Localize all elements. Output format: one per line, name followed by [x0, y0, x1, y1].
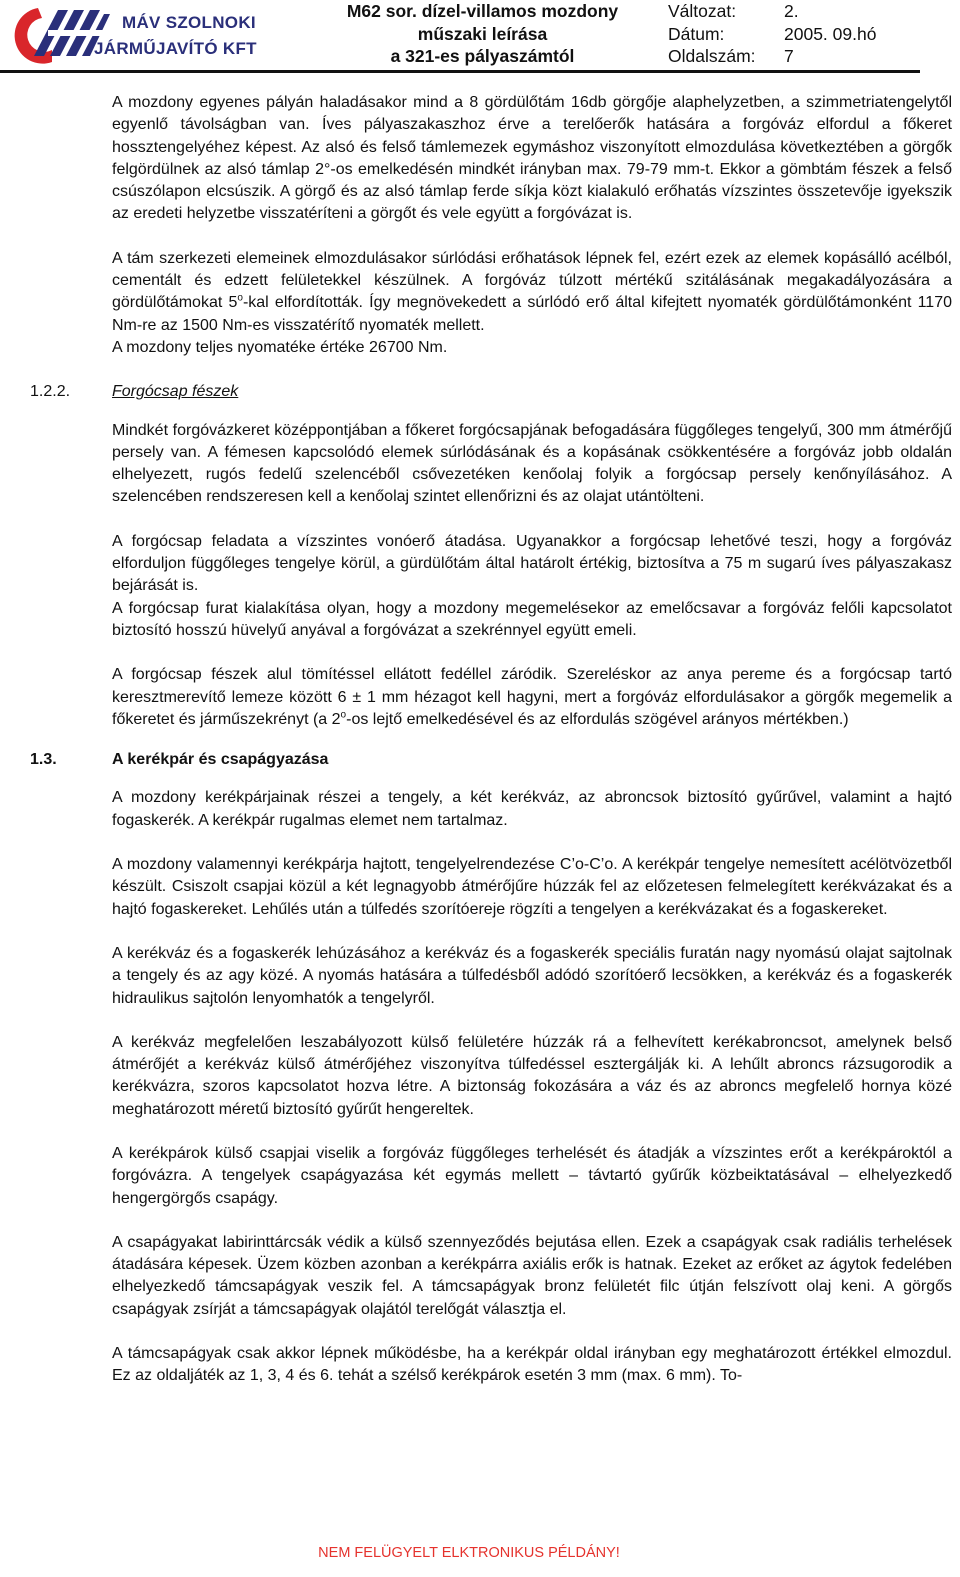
- title-line-3: a 321-es pályaszámtól: [390, 46, 575, 66]
- paragraph: A kerékváz és a fogaskerék lehúzásához a kerékváz és a fogaskerék speciális furatán nagy nyomású olajat sajtolnak a tengely és az agy közé. A nyomás hatására a túlfedésből adódó szorítóerő lecsökken, a kerékváz és a fogaskerék hidraulikus sajtolón lenyomhatók a tengelyről.: [112, 944, 952, 1007]
- paragraph: A mozdony teljes nyomatéke értéke 26700 Nm.: [112, 338, 448, 356]
- version-label: Változat:: [668, 1, 737, 21]
- date-label: Dátum:: [668, 23, 725, 44]
- page-header: [0, 0, 960, 74]
- section-number: 1.2.2.: [30, 383, 71, 401]
- paragraph: A mozdony egyenes pályán haladásakor mind a 8 gördülőtám 16db görgője alaphelyzetben, a szimmetriatengelytől egyenlő távolságban van. Íves pályaszakaszhoz érve a terelőerők hatására a forgóváz elfordul a főkeret hossztengelyéhez képest. Az alsó és felső támlemezek egymáshoz viszonyított elmozdulása következtében a görgők felgördülnek az alsó támlap 2°-os emelkedésén mindkét irányban max. 79-79 mm-t. Ekkor a gömbtám fészek a felső csúszólapon elcsúszik. A görgő és az alsó támlap ferde síkja közt kialakuló erőhatás vízszintes összetevője igyekszik az eredeti helyzetbe visszatéríteni a görgőt és vele együtt a forgóvázat is.: [112, 94, 952, 223]
- title-line-2: műszaki leírása: [417, 23, 548, 44]
- header-divider: [0, 70, 920, 73]
- date-value: 2005. 09.hó: [784, 23, 877, 44]
- company-line-2: JÁRMŰJAVÍTÓ KFT: [94, 39, 257, 58]
- company-line-1: MÁV SZOLNOKI: [122, 13, 256, 32]
- section-heading-1-2-2: [30, 381, 952, 403]
- paragraph: A mozdony valamennyi kerékpárja hajtott, tengelyelrendezése C’o-C’o. A kerékpár tengelye nemesített acélötvözetből készült. Csiszolt csapjai közül a két legnagyobb átmérőjűre húzzák fel az előzetesen felmelegített kerékvázakat és a hajtó fogaskereket. Lehűlés után a túlfedés szorítóereje rögzíti a tengelyen a kerékvázakat és a fogaskereket.: [112, 856, 952, 918]
- document-body: [30, 92, 953, 1388]
- section-number: 1.3.: [30, 751, 57, 769]
- company-name: [94, 10, 257, 62]
- paragraph: A forgócsap furat kialakítása olyan, hogy a mozdony megemelésekor az emelőcsavar a forgóváz felőli kapcsolatot biztosító hosszú hüvelyű anyával a forgóvázat a szekrénnyel együtt emeli.: [112, 599, 952, 639]
- paragraph: A kerékváz megfelelően leszabályozott külső felületére húzzák rá a felhevített kerékabroncsot, amelynek belső átmérőjét a kerékváz külső átmérőjéhez viszonyítva túlfedéssel esztergálják ki. A lehűlt abroncs rázsugorodik a kerékvázra, szoros kapcsolatot hozva létre. A biztonság fokozására a váz és az abroncs megfelelő hornya közé meghatározott méretű biztosító gyűrűt hengereltek.: [112, 1033, 952, 1118]
- title-line-1: M62 sor. dízel-villamos mozdony: [346, 1, 619, 21]
- document-meta: [668, 0, 876, 68]
- version-value: 2.: [784, 1, 799, 21]
- page-number: 7: [784, 46, 794, 66]
- section-title: Forgócsap fészek: [112, 383, 239, 401]
- document-title: [330, 0, 635, 68]
- section-heading-1-3: [30, 749, 952, 771]
- page-label: Oldalszám:: [668, 46, 756, 66]
- paragraph: A forgócsap feladata a vízszintes vonóerő átadása. Ugyanakkor a forgócsap lehetővé teszi, hogy a forgóváz elforduljon függőleges tengelye körül, a gürdülőtám által határolt értékig, biztosítva a 75 m sugarú íves pályaszakasz bejárását is.: [112, 532, 952, 595]
- paragraph: A tám szerkezeti elemeinek elmozdulásakor súrlódási erőhatások lépnek fel, ezért ezek az elemek kopásálló acélból, cementált és edzett felületekkel készülnek. A forgóváz túlzott mértékű szitálásának megakadályozására a gördülőtámokat 5$^o$-kal elfordították. Így megnövekedett a súrlódó erő által kifejtett nyomaték gördülőtámonként 1170 Nm-re az 1500 Nm-es visszatérítő nyomaték mellett.: [112, 249, 953, 334]
- section-title: A kerékpár és csapágyazása: [112, 751, 329, 769]
- paragraph: Mindkét forgóvázkeret középpontjában a főkeret forgócsapjának befogadására függőleges tengelyű, 300 mm átmérőjű persely van. A fémesen kapcsolódó elemek súrlódásának és a kopásának csökkentésére a forgóváz jobb oldalán elhelyezett, rugós fedelű szelencéből csővezetéken kenőolaj folyik a forgócsap persely kenőnyílásához. A szelencében rendszeresen kell a kenőolaj szintet ellenőrizni és az olajat utántölteni.: [112, 421, 952, 506]
- paragraph: A forgócsap fészek alul tömítéssel ellátott fedéllel záródik. Szereléskor az anya pereme és a forgócsap tartó keresztmerevítő lemeze között 6 ± 1 mm hézagot kell hagyni, mert a forgóváz elfordulásakor a görgők megemelik a főkeretet és járműszekrényt (a 2$^o$-os lejtő emelkedésével és az elfordulás szögével arányos mértékben.): [112, 666, 952, 728]
- paragraph: A kerékpárok külső csapjai viselik a forgóváz függőleges terhelését és átadják a vízszintes erőt a kerékpároktól a forgóvázra. A tengelyek csapágyazása két egymás mellett – távtartó gyűrűk közbeiktatásával – elhelyezkedő hengergörgős csapágy.: [112, 1144, 952, 1207]
- paragraph: A csapágyakat labirinttárcsák védik a külső szennyeződés bejutása ellen. Ezek a csapágyak csak radiális terhelések átadására képesek. Üzem közben azonban a kerékpárra axiális erők is hatnak. Ezeket az erőket az ágytok fedelében elhelyezkedő támcsapágyak veszik fel. A támcsapágyak bronz felületét filc útján felszívott olaj keni. A görgős csapágyak zsírját a támcsapágyak olajától terelőgát választja el.: [112, 1233, 952, 1318]
- paragraph: A támcsapágyak csak akkor lépnek működésbe, ha a kerékpár oldal irányban egy meghatározott értékkel elmozdul. Ez az oldaljáték az 1, 3, 4 és 6. tehát a szélső kerékpárok esetén 3 mm (max. 6 mm). To-: [112, 1345, 952, 1385]
- uncontrolled-copy-notice: NEM FELÜGYELT ELKTRONIKUS PÉLDÁNY!: [318, 1545, 620, 1561]
- paragraph: A mozdony kerékpárjainak részei a tengely, a két kerékváz, az abroncsok biztosító gyűrűvel, valamint a hajtó fogaskerék. A kerékpár rugalmas elemet nem tartalmaz.: [112, 789, 952, 829]
